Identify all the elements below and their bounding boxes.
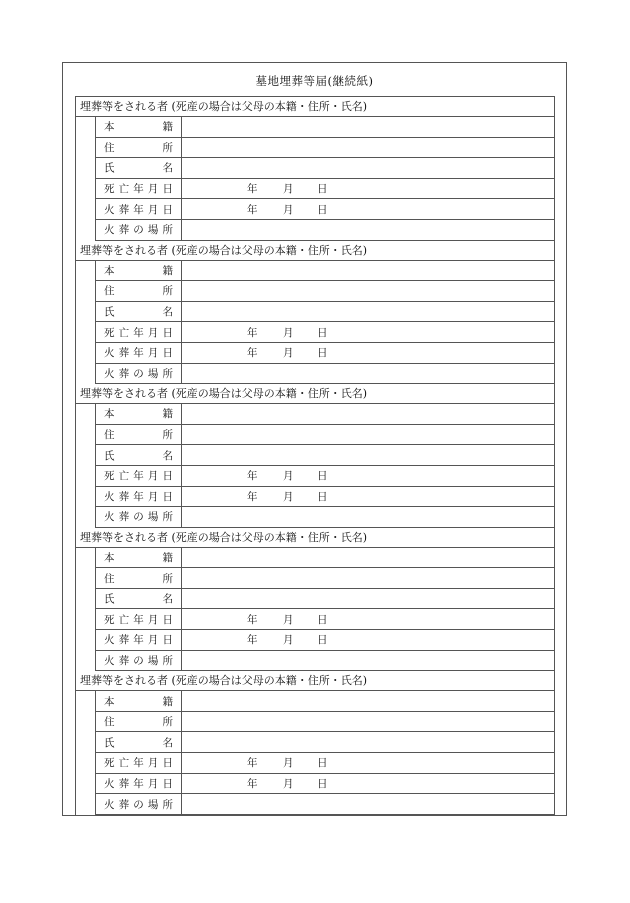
label-char: 火: [104, 654, 115, 667]
label-char: 葬: [118, 511, 130, 524]
label-char: 本: [104, 551, 115, 564]
label-char: の: [133, 224, 144, 237]
person-entry-section: [76, 241, 554, 385]
label-char: 月: [147, 634, 159, 647]
date-day-marker: 日: [317, 470, 328, 483]
label-char: 氏: [104, 306, 115, 319]
field-label: [96, 138, 182, 158]
label-char: 年: [133, 183, 144, 196]
field-row: [96, 322, 554, 343]
date-year-marker: 年: [247, 326, 258, 339]
field-value[interactable]: [182, 609, 554, 629]
label-char: 死: [104, 183, 115, 196]
field-row: [96, 179, 554, 200]
label-char: 葬: [118, 367, 130, 380]
field-value[interactable]: [182, 117, 554, 137]
label-char: 死: [104, 326, 115, 339]
field-label: [96, 589, 182, 609]
label-char: 日: [162, 757, 173, 770]
field-value[interactable]: [182, 179, 554, 199]
label-char: 名: [162, 736, 173, 749]
date-day-marker: 日: [317, 757, 328, 770]
field-label: [96, 322, 182, 342]
field-label: [96, 445, 182, 465]
field-row: [96, 220, 554, 241]
label-char: 日: [162, 203, 173, 216]
field-row: [96, 589, 554, 610]
date-month-marker: 月: [283, 613, 294, 626]
label-char: 火: [104, 490, 115, 503]
label-char: 葬: [118, 798, 130, 811]
section-header: 埋葬等をされる者 (死産の場合は父母の本籍・住所・氏名): [76, 97, 554, 117]
label-char: 場: [147, 511, 159, 524]
field-value[interactable]: [182, 261, 554, 281]
label-char: 年: [133, 634, 144, 647]
field-value[interactable]: [182, 589, 554, 609]
label-char: 亡: [118, 757, 130, 770]
label-char: 日: [162, 183, 173, 196]
person-entry-section: [76, 384, 554, 528]
date-year-marker: 年: [247, 757, 258, 770]
label-char: 氏: [104, 449, 115, 462]
label-char: 葬: [118, 224, 130, 237]
section-header: 埋葬等をされる者 (死産の場合は父母の本籍・住所・氏名): [76, 528, 554, 548]
field-label: [96, 343, 182, 363]
label-char: の: [133, 511, 144, 524]
field-row: [96, 568, 554, 589]
person-entry-section: [76, 97, 554, 241]
label-char: 年: [133, 777, 144, 790]
label-char: 所: [162, 798, 173, 811]
date-day-marker: 日: [317, 490, 328, 503]
label-char: 籍: [162, 695, 173, 708]
label-char: 月: [147, 757, 159, 770]
field-row: [96, 138, 554, 159]
field-label: [96, 691, 182, 711]
label-char: 本: [104, 121, 115, 134]
date-day-marker: 日: [317, 183, 328, 196]
field-row: [96, 712, 554, 733]
label-char: 火: [104, 224, 115, 237]
field-row: [96, 507, 554, 528]
field-label: [96, 548, 182, 568]
field-label: [96, 466, 182, 486]
field-value[interactable]: [182, 691, 554, 711]
label-char: 日: [162, 470, 173, 483]
label-char: 月: [147, 347, 159, 360]
form-page: [62, 62, 567, 816]
field-label: [96, 794, 182, 814]
label-char: 本: [104, 695, 115, 708]
field-row: [96, 117, 554, 138]
field-row: [96, 487, 554, 508]
label-char: 籍: [162, 264, 173, 277]
entry-rows: [95, 691, 554, 815]
label-char: 火: [104, 777, 115, 790]
label-char: 場: [147, 654, 159, 667]
field-row: [96, 281, 554, 302]
label-char: 名: [162, 593, 173, 606]
label-char: 住: [104, 716, 115, 729]
field-value[interactable]: [182, 753, 554, 773]
field-label: [96, 220, 182, 240]
date-month-marker: 月: [283, 326, 294, 339]
field-value[interactable]: [182, 199, 554, 219]
field-value[interactable]: [182, 548, 554, 568]
date-day-marker: 日: [317, 613, 328, 626]
date-month-marker: 月: [283, 757, 294, 770]
field-value[interactable]: [182, 158, 554, 178]
label-char: 名: [162, 449, 173, 462]
label-char: 場: [147, 224, 159, 237]
field-label: [96, 179, 182, 199]
label-char: 日: [162, 347, 173, 360]
field-row: [96, 199, 554, 220]
field-row: [96, 343, 554, 364]
field-value[interactable]: [182, 794, 554, 814]
field-value[interactable]: [182, 507, 554, 527]
section-header: 埋葬等をされる者 (死産の場合は父母の本籍・住所・氏名): [76, 384, 554, 404]
label-char: 名: [162, 306, 173, 319]
label-char: 所: [162, 572, 173, 585]
label-char: 亡: [118, 326, 130, 339]
label-char: 日: [162, 326, 173, 339]
date-day-marker: 日: [317, 326, 328, 339]
label-char: 火: [104, 203, 115, 216]
field-row: [96, 261, 554, 282]
field-row: [96, 774, 554, 795]
field-value[interactable]: [182, 630, 554, 650]
field-row: [96, 732, 554, 753]
field-value[interactable]: [182, 404, 554, 424]
field-label: [96, 774, 182, 794]
field-row: [96, 425, 554, 446]
label-char: 日: [162, 613, 173, 626]
field-value[interactable]: [182, 774, 554, 794]
field-label: [96, 732, 182, 752]
label-char: 本: [104, 408, 115, 421]
label-char: 所: [162, 511, 173, 524]
field-row: [96, 609, 554, 630]
field-label: [96, 158, 182, 178]
label-char: の: [133, 367, 144, 380]
label-char: 年: [133, 613, 144, 626]
field-value[interactable]: [182, 466, 554, 486]
label-char: 亡: [118, 183, 130, 196]
label-char: 場: [147, 798, 159, 811]
field-label: [96, 753, 182, 773]
entry-rows: [95, 548, 554, 672]
date-month-marker: 月: [283, 490, 294, 503]
field-row: [96, 630, 554, 651]
field-label: [96, 117, 182, 137]
label-char: 氏: [104, 162, 115, 175]
field-value[interactable]: [182, 138, 554, 158]
date-day-marker: 日: [317, 634, 328, 647]
label-char: 月: [147, 490, 159, 503]
field-value[interactable]: [182, 302, 554, 322]
label-char: 場: [147, 367, 159, 380]
field-value[interactable]: [182, 220, 554, 240]
date-year-marker: 年: [247, 634, 258, 647]
field-value[interactable]: [182, 712, 554, 732]
date-day-marker: 日: [317, 777, 328, 790]
section-header: 埋葬等をされる者 (死産の場合は父母の本籍・住所・氏名): [76, 241, 554, 261]
label-char: 葬: [118, 654, 130, 667]
field-label: [96, 487, 182, 507]
field-label: [96, 281, 182, 301]
field-row: [96, 445, 554, 466]
date-month-marker: 月: [283, 470, 294, 483]
label-char: 火: [104, 511, 115, 524]
label-char: の: [133, 798, 144, 811]
label-char: 氏: [104, 593, 115, 606]
label-char: 所: [162, 141, 173, 154]
label-char: 名: [162, 162, 173, 175]
field-value[interactable]: [182, 445, 554, 465]
label-char: 所: [162, 285, 173, 298]
label-char: 籍: [162, 121, 173, 134]
field-row: [96, 302, 554, 323]
person-entry-section: [76, 528, 554, 672]
field-row: [96, 691, 554, 712]
label-char: 月: [147, 470, 159, 483]
date-month-marker: 月: [283, 777, 294, 790]
label-char: 年: [133, 203, 144, 216]
field-row: [96, 651, 554, 672]
label-char: 所: [162, 654, 173, 667]
field-value[interactable]: [182, 425, 554, 445]
label-char: 住: [104, 572, 115, 585]
label-char: 火: [104, 347, 115, 360]
date-day-marker: 日: [317, 203, 328, 216]
entry-rows: [95, 404, 554, 528]
label-char: 年: [133, 490, 144, 503]
label-char: 葬: [118, 777, 130, 790]
field-label: [96, 609, 182, 629]
label-char: 日: [162, 634, 173, 647]
field-value[interactable]: [182, 651, 554, 671]
label-char: 本: [104, 264, 115, 277]
date-day-marker: 日: [317, 347, 328, 360]
label-char: 住: [104, 285, 115, 298]
label-char: 籍: [162, 408, 173, 421]
field-label: [96, 261, 182, 281]
label-char: 日: [162, 777, 173, 790]
field-value[interactable]: [182, 364, 554, 384]
label-char: 日: [162, 490, 173, 503]
field-row: [96, 158, 554, 179]
label-char: 所: [162, 224, 173, 237]
field-label: [96, 507, 182, 527]
label-char: 火: [104, 367, 115, 380]
field-label: [96, 630, 182, 650]
label-char: 月: [147, 203, 159, 216]
label-char: 月: [147, 777, 159, 790]
field-row: [96, 794, 554, 815]
label-char: 住: [104, 429, 115, 442]
label-char: 所: [162, 367, 173, 380]
document-title: 墓地埋葬等届(継続紙): [255, 74, 374, 88]
field-row: [96, 404, 554, 425]
field-value[interactable]: [182, 487, 554, 507]
label-char: 籍: [162, 551, 173, 564]
label-char: 年: [133, 347, 144, 360]
label-char: 住: [104, 141, 115, 154]
date-month-marker: 月: [283, 183, 294, 196]
label-char: 死: [104, 613, 115, 626]
label-char: 月: [147, 326, 159, 339]
label-char: 所: [162, 429, 173, 442]
field-row: [96, 466, 554, 487]
section-header: 埋葬等をされる者 (死産の場合は父母の本籍・住所・氏名): [76, 671, 554, 691]
field-label: [96, 712, 182, 732]
label-char: 年: [133, 326, 144, 339]
field-label: [96, 364, 182, 384]
date-year-marker: 年: [247, 470, 258, 483]
field-value[interactable]: [182, 322, 554, 342]
field-label: [96, 404, 182, 424]
date-year-marker: 年: [247, 613, 258, 626]
date-year-marker: 年: [247, 490, 258, 503]
label-char: 月: [147, 613, 159, 626]
field-label: [96, 302, 182, 322]
label-char: 葬: [118, 347, 130, 360]
field-label: [96, 199, 182, 219]
label-char: 氏: [104, 736, 115, 749]
label-char: 所: [162, 716, 173, 729]
entry-rows: [95, 117, 554, 241]
date-month-marker: 月: [283, 634, 294, 647]
date-year-marker: 年: [247, 183, 258, 196]
field-value[interactable]: [182, 281, 554, 301]
field-value[interactable]: [182, 343, 554, 363]
label-char: 亡: [118, 613, 130, 626]
field-row: [96, 364, 554, 385]
field-label: [96, 568, 182, 588]
label-char: 火: [104, 634, 115, 647]
label-char: 月: [147, 183, 159, 196]
field-label: [96, 651, 182, 671]
label-char: 年: [133, 470, 144, 483]
burial-entries-table: [75, 96, 555, 815]
label-char: 亡: [118, 470, 130, 483]
field-value[interactable]: [182, 568, 554, 588]
label-char: 火: [104, 798, 115, 811]
label-char: 年: [133, 757, 144, 770]
label-char: の: [133, 654, 144, 667]
date-year-marker: 年: [247, 203, 258, 216]
label-char: 葬: [118, 634, 130, 647]
field-row: [96, 753, 554, 774]
label-char: 死: [104, 757, 115, 770]
person-entry-section: [76, 671, 554, 815]
date-year-marker: 年: [247, 347, 258, 360]
label-char: 葬: [118, 490, 130, 503]
label-char: 葬: [118, 203, 130, 216]
date-month-marker: 月: [283, 347, 294, 360]
label-char: 死: [104, 470, 115, 483]
date-month-marker: 月: [283, 203, 294, 216]
field-label: [96, 425, 182, 445]
field-value[interactable]: [182, 732, 554, 752]
entry-rows: [95, 261, 554, 385]
date-year-marker: 年: [247, 777, 258, 790]
field-row: [96, 548, 554, 569]
